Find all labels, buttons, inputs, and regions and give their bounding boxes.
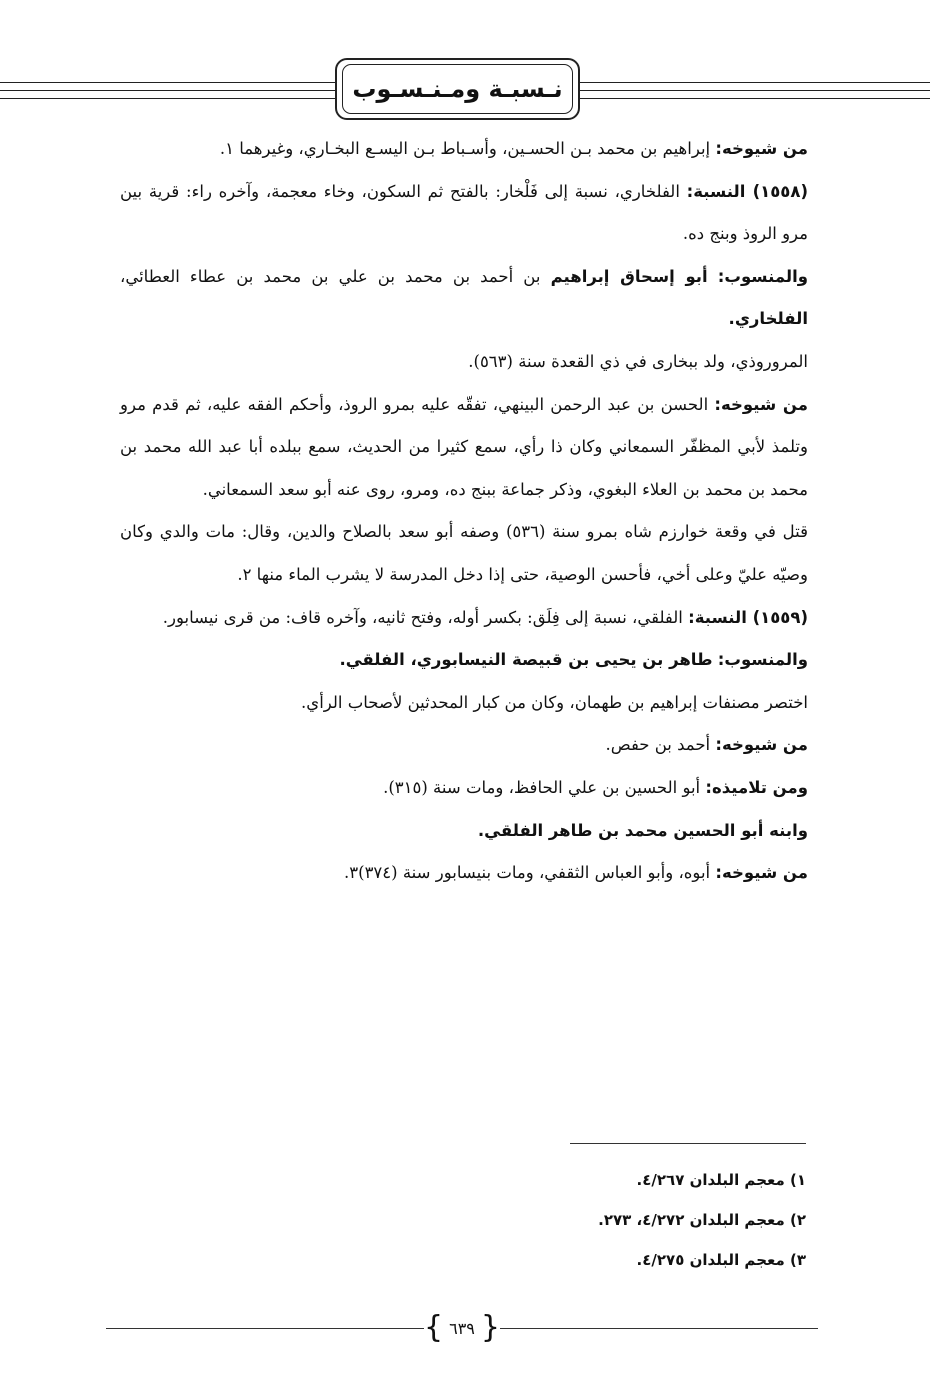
paragraph-text: أبوه، وأبو العباس الثقفي، ومات بنيسابور سنة (٣٧٤)٣. [344,863,716,883]
footnote-separator [570,1143,806,1144]
paragraph [120,511,808,596]
paragraph [120,767,808,810]
paragraph [120,682,808,725]
header-rule-right-1 [580,82,930,83]
paragraph-text: إبراهيم بن محمد بـن الحسـين، وأسـباط بـن اليسـع البخـاري، وغيرهما ١. [219,139,716,158]
body-text [120,128,808,895]
paragraph [120,256,808,341]
paragraph-label: من شيوخه: [715,735,808,755]
paragraph-text: بن أحمد بن محمد بن علي بن محمد بن عطاء العطائي، [120,266,551,286]
header-rule-left-3 [0,98,335,99]
paragraph-bold: أبو إسحاق إبراهيم [550,266,708,286]
paragraph-bold: الفلخاري. [728,309,808,329]
paragraph [120,384,808,512]
paragraph-label: (١٥٥٨) النسبة: [686,181,808,201]
header-rule-left-2 [0,90,335,91]
paragraph [120,810,808,853]
footnote: ١) معجم البلدان ٤/٢٦٧. [636,1171,806,1189]
paragraph [120,639,808,682]
header-rule-right-3 [580,98,930,99]
paragraph [120,724,808,767]
paragraph-label: والمنسوب: [717,650,808,670]
page-number: ٦٣٩ [449,1318,475,1338]
paragraph [120,852,808,895]
paragraph-label: من شيوخه: [714,394,808,414]
paragraph-text [708,267,718,286]
paragraph-text: اختصر مصنفات إبراهيم بن طهمان، وكان من كبار المحدثين لأصحاب الرأي. [301,692,808,712]
brace-right-icon: } [480,1310,500,1345]
paragraph [120,597,808,640]
paragraph-text: الفلقي، نسبة إلى فِلَق: بكسر أوله، وفتح ثانيه، وآخره قاف: من قرى نيسابور. [162,607,689,627]
footer-rule-left [106,1328,424,1329]
footnote: ٢) معجم البلدان ٤/٢٧٢، ٢٧٣. [598,1211,806,1229]
paragraph-text: أحمد بن حفص. [605,735,716,755]
footer-rule-right [500,1328,818,1329]
paragraph-text: المروروذي، ولد ببخارى في ذي القعدة سنة (٥٦٣). [468,351,808,371]
paragraph-text: أبو الحسين بن علي الحافظ، ومات سنة (٣١٥). [383,777,706,797]
header-rule-left-1 [0,82,335,83]
footnotes [420,1160,806,1280]
header-rule-right-2 [580,90,930,91]
paragraph-label: من شيوخه: [715,863,808,883]
page-number-box [424,1310,500,1346]
paragraph-label: والمنسوب: [717,266,808,286]
paragraph-bold: وابنه أبو الحسين محمد بن طاهر الفلقي. [477,820,808,840]
paragraph-label: (١٥٥٩) النسبة: [688,607,808,627]
paragraph [120,128,808,171]
paragraph-text: الحسن بن عبد الرحمن البينهي، تفقّه عليه بمرو الروذ، وأحكم الفقه عليه، ثم قدم مرو وتلمذ لأبي المظفّر السمعاني وكان ذا رأي، سمع كثيرا من الحديث، سمع ببلده أبا عبد الله محمد بن محمد بن محمد بن العلاء البغوي، وذكر جماعة ببنج ده، ومرو، روى عنه أبو سعد السمعاني. [120,394,808,499]
paragraph-text: قتل في وقعة خوارزم شاه بمرو سنة (٥٣٦) وصفه أبو سعد بالصلاح والدين، وقال: مات والدي وكان وصيّه عليّ وعلى أخي، فأحسن الوصية، حتى إذا دخل المدرسة لا يشرب الماء منها ٢. [120,522,808,584]
paragraph-label: من شيوخه: [715,139,808,158]
paragraph-label: ومن تلاميذه: [705,777,808,797]
paragraph [120,171,808,256]
brace-left-icon: { [424,1310,444,1345]
header-title: نـسبـة ومـنـسـوب [342,64,573,114]
paragraph-bold: طاهر بن يحيى بن قبيصة النيسابوري، الفلقي. [339,650,713,670]
paragraph [120,341,808,384]
footnote: ٣) معجم البلدان ٤/٢٧٥. [636,1251,806,1269]
paragraph-text: الفلخاري، نسبة إلى فَلْخار: بالفتح ثم السكون، وخاء معجمة، وآخره راء: قرية بين مرو الروذ وبنج ده. [120,181,808,244]
